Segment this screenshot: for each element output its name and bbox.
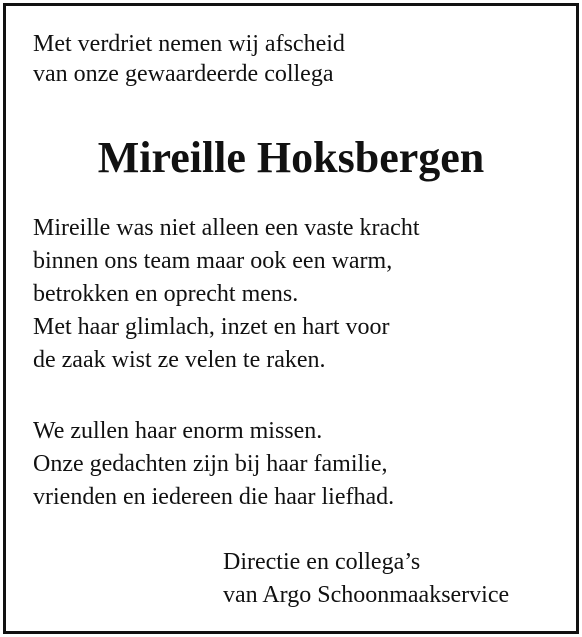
- signature-line: van Argo Schoonmaakservice: [223, 582, 510, 608]
- closing-line: Onze gedachten zijn bij haar familie,: [33, 451, 388, 477]
- tribute-line: Met haar glimlach, inzet en hart voor: [33, 314, 390, 340]
- tribute-text: [33, 212, 420, 377]
- tribute-line: binnen ons team maar ook een warm,: [33, 248, 393, 274]
- closing-line: vrienden en iedereen die haar liefhad.: [33, 484, 395, 510]
- closing-text: [33, 415, 394, 514]
- intro-line: Met verdriet nemen wij afscheid: [33, 31, 345, 57]
- tribute-line: Mireille was niet alleen een vaste kracht: [33, 215, 420, 241]
- notice-frame: [3, 3, 579, 634]
- intro-text: [33, 29, 345, 89]
- signature-line: Directie en collega’s: [223, 549, 421, 575]
- signature-block: [223, 546, 509, 612]
- tribute-line: de zaak wist ze velen te raken.: [33, 347, 326, 373]
- tribute-line: betrokken en oprecht mens.: [33, 281, 299, 307]
- closing-line: We zullen haar enorm missen.: [33, 418, 323, 444]
- deceased-name: Mireille Hoksbergen: [97, 133, 485, 182]
- intro-line: van onze gewaardeerde collega: [33, 61, 334, 87]
